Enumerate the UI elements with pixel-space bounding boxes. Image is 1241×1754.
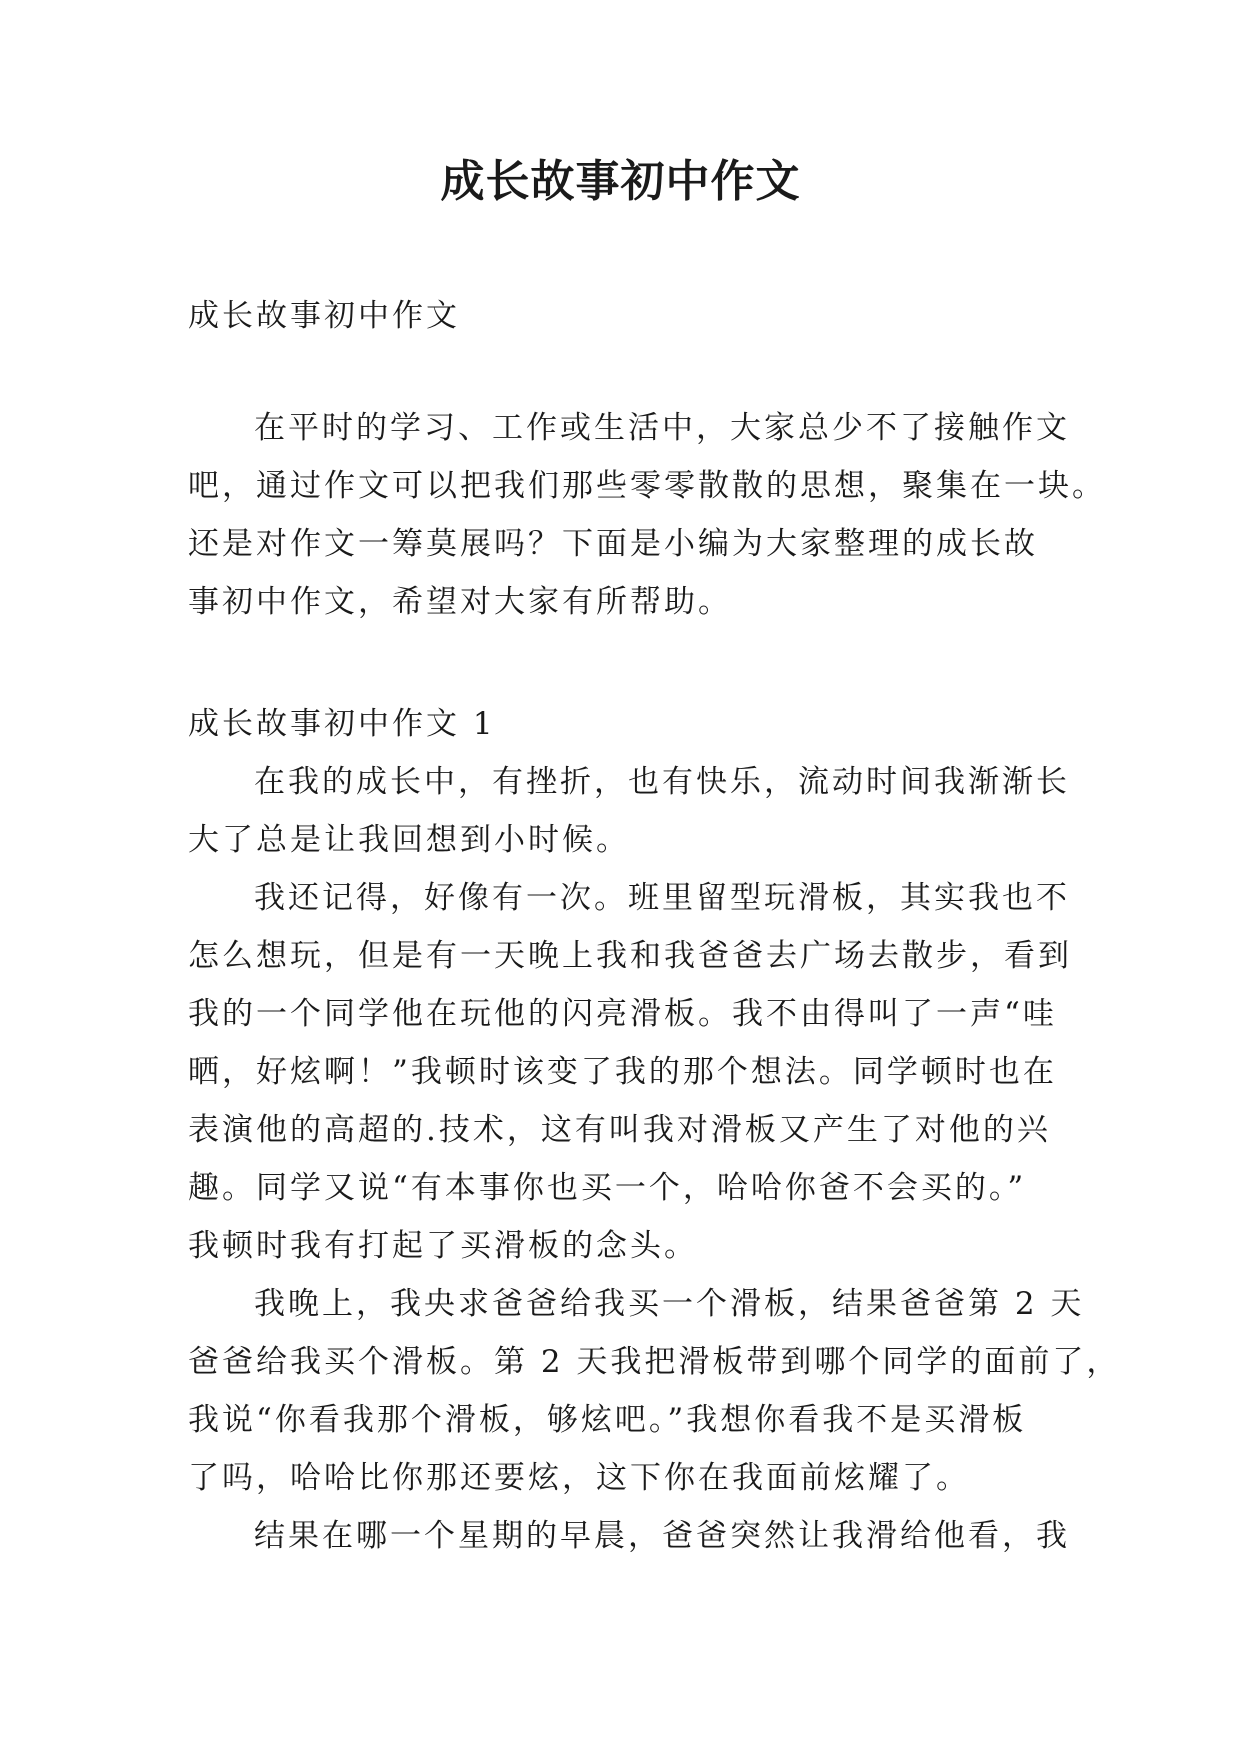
document-subtitle: 成长故事初中作文 [188, 298, 460, 334]
paragraph-line: 在平时的学习、工作或生活中，大家总少不了接触作文 [254, 410, 1070, 446]
paragraph-line: 了吗，哈哈比你那还要炫，这下你在我面前炫耀了。 [188, 1460, 970, 1496]
paragraph-line: 爸爸给我买个滑板。第 2 天我把滑板带到哪个同学的面前了， [188, 1344, 1121, 1380]
document-title: 成长故事初中作文 [440, 156, 801, 207]
paragraph-line: 吧，通过作文可以把我们那些零零散散的思想，聚集在一块。 [188, 468, 1106, 504]
paragraph-line: 在我的成长中，有挫折，也有快乐，流动时间我渐渐长 [254, 764, 1070, 800]
paragraph-line: 我说“你看我那个滑板，够炫吧。”我想你看我不是买滑板 [188, 1402, 1027, 1438]
paragraph-line: 晒，好炫啊！”我顿时该变了我的那个想法。同学顿时也在 [188, 1054, 1057, 1090]
paragraph-line: 表演他的高超的.技术，这有叫我对滑板又产生了对他的兴 [188, 1112, 1051, 1148]
paragraph-line: 怎么想玩，但是有一天晚上我和我爸爸去广场去散步，看到 [188, 938, 1072, 974]
paragraph-line: 趣。同学又说“有本事你也买一个，哈哈你爸不会买的。” [188, 1170, 1027, 1206]
section-heading: 成长故事初中作文 1 [188, 706, 496, 742]
paragraph-line: 我还记得，好像有一次。班里留型玩滑板，其实我也不 [254, 880, 1070, 916]
paragraph-line: 事初中作文，希望对大家有所帮助。 [188, 584, 732, 620]
paragraph-line: 我晚上，我央求爸爸给我买一个滑板，结果爸爸第 2 天 [254, 1286, 1085, 1322]
paragraph-line: 我的一个同学他在玩他的闪亮滑板。我不由得叫了一声“哇 [188, 996, 1057, 1032]
paragraph-line: 我顿时我有打起了买滑板的念头。 [188, 1228, 698, 1264]
paragraph-line: 结果在哪一个星期的早晨，爸爸突然让我滑给他看，我 [254, 1518, 1070, 1554]
paragraph-line: 还是对作文一筹莫展吗？下面是小编为大家整理的成长故 [188, 526, 1038, 562]
paragraph-line: 大了总是让我回想到小时候。 [188, 822, 630, 858]
